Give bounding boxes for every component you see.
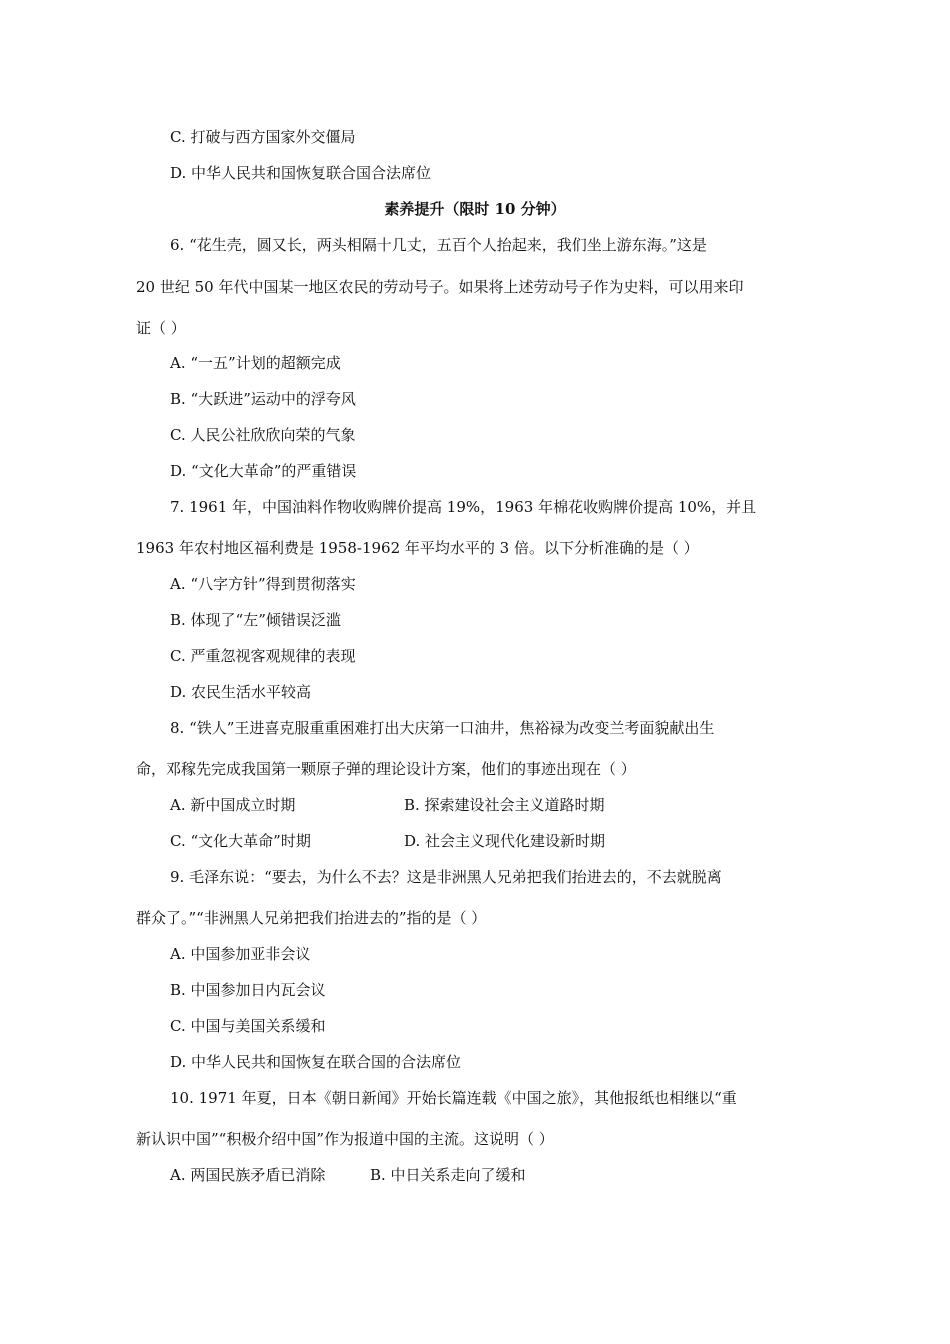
- q10-option-b: B. 中日关系走向了缓和: [370, 1166, 526, 1184]
- q9-option-b: B. 中国参加日内瓦会议: [170, 981, 326, 999]
- q8-stem-line1: 8. “铁人”王进喜克服重重困难打出大庆第一口油井，焦裕禄为改变兰考面貌献出生: [170, 719, 715, 737]
- q6-stem-line3: 证（ ）: [136, 319, 186, 337]
- q10-stem-line1: 10. 1971 年夏，日本《朝日新闻》开始长篇连载《中国之旅》，其他报纸也相继以“重: [170, 1089, 737, 1107]
- q9-option-a: A. 中国参加亚非会议: [170, 945, 311, 963]
- q6-stem-line2: 20 世纪 50 年代中国某一地区农民的劳动号子。如果将上述劳动号子作为史料，可以用来印: [136, 278, 744, 296]
- q10-option-a: A. 两国民族矛盾已消除: [170, 1166, 326, 1184]
- q8-option-b: B. 探索建设社会主义道路时期: [404, 796, 605, 814]
- q9-option-c: C. 中国与美国关系缓和: [170, 1017, 326, 1035]
- q7-option-b: B. 体现了“左”倾错误泛滥: [170, 611, 341, 629]
- q9-stem-line1: 9. 毛泽东说：“要去，为什么不去？这是非洲黑人兄弟把我们抬进去的，不去就脱离: [170, 868, 722, 886]
- q5-option-c: C. 打破与西方国家外交僵局: [170, 128, 356, 146]
- q5-option-d: D. 中华人民共和国恢复联合国合法席位: [170, 164, 432, 182]
- q6-option-c: C. 人民公社欣欣向荣的气象: [170, 426, 356, 444]
- q9-stem-line2: 群众了。”“非洲黑人兄弟把我们抬进去的”指的是（ ）: [136, 909, 487, 927]
- q6-option-b: B. “大跃进”运动中的浮夸风: [170, 390, 356, 408]
- section-title: 素养提升（限时 10 分钟）: [384, 200, 566, 218]
- q9-option-d: D. 中华人民共和国恢复在联合国的合法席位: [170, 1053, 462, 1071]
- q7-stem-line1: 7. 1961 年，中国油料作物收购牌价提高 19%，1963 年棉花收购牌价提高 10%，并且: [170, 498, 757, 516]
- q8-option-c: C. “文化大革命”时期: [170, 832, 311, 850]
- q6-option-a: A. “一五”计划的超额完成: [170, 354, 341, 372]
- q6-stem-line1: 6. “花生壳，圆又长，两头相隔十几丈，五百个人抬起来，我们坐上游东海。”这是: [170, 236, 707, 254]
- q8-option-a: A. 新中国成立时期: [170, 796, 296, 814]
- q8-option-d: D. 社会主义现代化建设新时期: [404, 832, 606, 850]
- q8-stem-line2: 命，邓稼先完成我国第一颗原子弹的理论设计方案，他们的事迹出现在（ ）: [136, 760, 636, 778]
- q6-option-d: D. “文化大革命”的严重错误: [170, 462, 357, 480]
- q7-option-c: C. 严重忽视客观规律的表现: [170, 647, 356, 665]
- q7-option-d: D. 农民生活水平较高: [170, 683, 312, 701]
- q10-stem-line2: 新认识中国”“积极介绍中国”作为报道中国的主流。这说明（ ）: [136, 1130, 554, 1148]
- q7-stem-line2: 1963 年农村地区福利费是 1958-1962 年平均水平的 3 倍。以下分析准确的是（ ）: [136, 539, 699, 557]
- q7-option-a: A. “八字方针”得到贯彻落实: [170, 575, 356, 593]
